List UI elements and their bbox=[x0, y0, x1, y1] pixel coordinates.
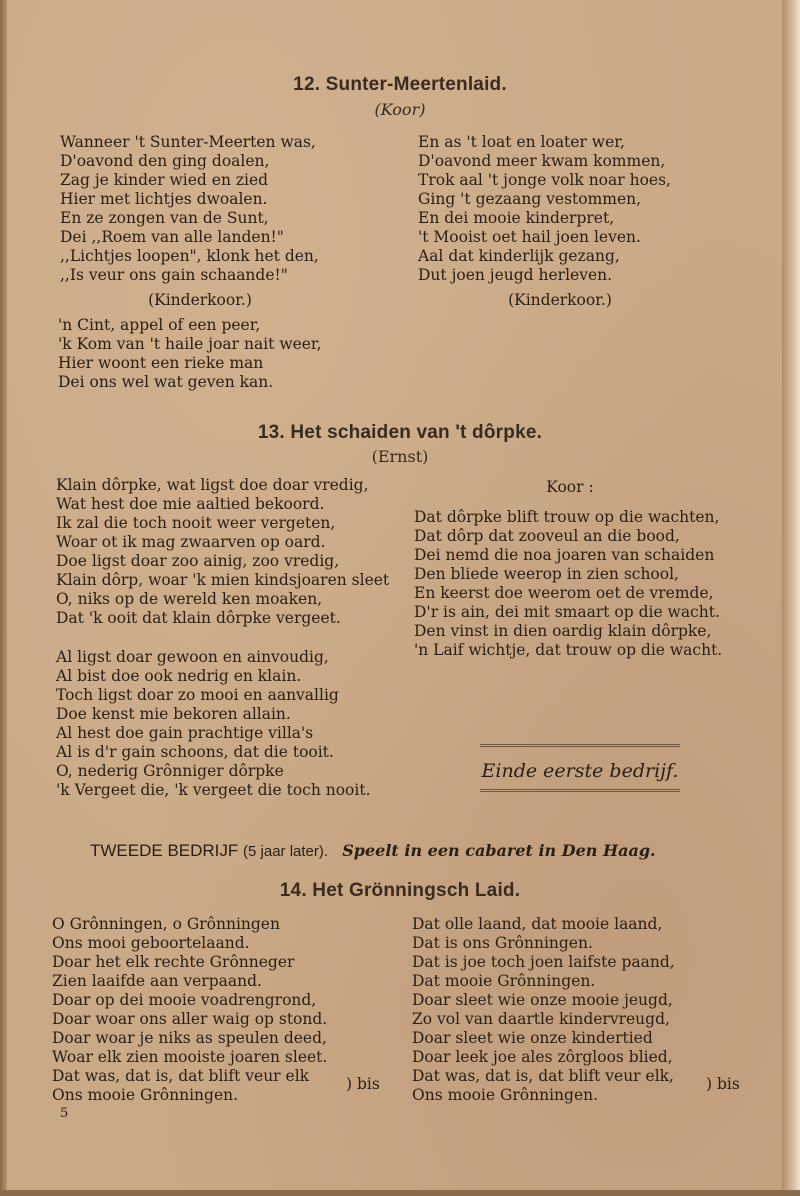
verse-line: ,,Lichtjes loopen", klonk het den, bbox=[60, 247, 319, 265]
song14-bis-right: ) bis bbox=[706, 1075, 740, 1093]
verse-line: Toch ligst doar zo mooi en aanvallig bbox=[56, 686, 339, 704]
verse-line: Dat is ons Grônningen. bbox=[412, 934, 593, 952]
verse-line: Dat mooie Grônningen. bbox=[412, 972, 596, 990]
verse-line: Doar sleet wie onze kindertied bbox=[412, 1029, 653, 1047]
verse-line: Zo vol van daartle kindervreugd, bbox=[412, 1010, 670, 1028]
verse-line: Dei ons wel wat geven kan. bbox=[58, 373, 274, 391]
verse-line: Hier met lichtjes dwoalen. bbox=[60, 190, 268, 208]
song13-title: 13. Het schaiden van 't dôrpke. bbox=[257, 422, 543, 443]
song12-kinderkoor-label-left: (Kinderkoor.) bbox=[148, 291, 252, 309]
verse-line: 't Mooist oet hail joen leven. bbox=[418, 228, 641, 246]
verse-line: Al is d'r gain schoons, dat die tooit. bbox=[56, 743, 334, 761]
verse-line: O, nederig Grônniger dôrpke bbox=[56, 762, 284, 780]
verse-line: En dei mooie kinderpret, bbox=[418, 209, 615, 227]
verse-line: 'k Kom van 't haile joar nait weer, bbox=[58, 335, 322, 353]
song14-left-verse bbox=[52, 915, 327, 1105]
song12-left-verse bbox=[60, 133, 319, 285]
verse-line: En ze zongen van de Sunt, bbox=[60, 209, 269, 227]
page-edge-right bbox=[782, 0, 800, 1196]
verse-line: Dat was, dat is, dat blift veur elk bbox=[52, 1067, 310, 1085]
verse-line: O, niks op de wereld ken moaken, bbox=[56, 590, 323, 608]
verse-line: En as 't loat en loater wer, bbox=[418, 133, 625, 151]
act2-years: (5 jaar later). bbox=[243, 843, 329, 860]
verse-line: Dat dôrpke blift trouw op die wachten, bbox=[414, 508, 720, 526]
verse-line: Den bliede weerop in zien school, bbox=[414, 565, 679, 583]
song12-kinderkoor-verse bbox=[58, 316, 322, 392]
verse-line: Woar ot ik mag zwaarven op oard. bbox=[56, 533, 326, 551]
verse-line: Aal dat kinderlijk gezang, bbox=[418, 247, 620, 265]
verse-line: Dat is joe toch joen laifste paand, bbox=[412, 953, 675, 971]
verse-line: D'oavond meer kwam kommen, bbox=[418, 152, 666, 170]
verse-line: Doar woar je niks as speulen deed, bbox=[52, 1029, 327, 1047]
verse-line: Dut joen jeugd herleven. bbox=[418, 266, 613, 284]
song13-subtitle: (Ernst) bbox=[371, 447, 429, 466]
verse-line: Ik zal die toch nooit weer vergeten, bbox=[56, 514, 336, 532]
verse-line: O Grônningen, o Grônningen bbox=[52, 915, 280, 933]
song12-title: 12. Sunter-Meertenlaid. bbox=[293, 74, 507, 95]
verse-line: Al hest doe gain prachtige villa's bbox=[56, 724, 314, 742]
verse-line: Doar woar ons aller waig op stond. bbox=[52, 1010, 328, 1028]
verse-line: Den vinst in dien oardig klain dôrpke, bbox=[414, 622, 712, 640]
song13-right-verse bbox=[414, 508, 722, 660]
verse-line: Zien laaifde aan verpaand. bbox=[52, 972, 262, 990]
verse-line: Hier woont een rieke man bbox=[58, 354, 264, 372]
end-act-rule-top bbox=[480, 744, 680, 747]
verse-line: Wanneer 't Sunter-Meerten was, bbox=[60, 133, 316, 151]
end-act-rule-bottom bbox=[480, 789, 680, 792]
verse-line: Dei nemd die noa joaren van schaiden bbox=[414, 546, 715, 564]
verse-line: Ons mooie Grônningen. bbox=[412, 1086, 599, 1104]
verse-line: Doar het elk rechte Grônneger bbox=[52, 953, 295, 971]
verse-line: Doe kenst mie bekoren allain. bbox=[56, 705, 291, 723]
verse-line: Klain dôrpke, wat ligst doe doar vredig, bbox=[56, 476, 369, 494]
verse-line: En keerst doe weerom oet de vremde, bbox=[414, 584, 714, 602]
verse-line: Al ligst doar gewoon en ainvoudig, bbox=[56, 648, 329, 666]
verse-line: Doar op dei mooie voadrengrond, bbox=[52, 991, 317, 1009]
act2-heading bbox=[90, 841, 656, 861]
page-number: 5 bbox=[60, 1106, 69, 1121]
verse-line: Dat olle laand, dat mooie laand, bbox=[412, 915, 663, 933]
verse-line: 'n Cint, appel of een peer, bbox=[58, 316, 261, 334]
song13-left-verse-1 bbox=[56, 476, 389, 628]
verse-line: Zag je kinder wied en zied bbox=[60, 171, 269, 189]
song12-kinderkoor-label-right: (Kinderkoor.) bbox=[508, 291, 612, 309]
song13-left-verse-2 bbox=[56, 648, 371, 800]
verse-line: Ons mooie Grônningen. bbox=[52, 1086, 239, 1104]
verse-line: Dat 'k ooit dat klain dôrpke vergeet. bbox=[56, 609, 341, 627]
verse-line: D'oavond den ging doalen, bbox=[60, 152, 270, 170]
verse-line: Trok aal 't jonge volk noar hoes, bbox=[418, 171, 671, 189]
song14-title: 14. Het Grönningsch Laid. bbox=[279, 880, 521, 901]
verse-line: Woar elk zien mooiste joaren sleet. bbox=[52, 1048, 328, 1066]
verse-line: Klain dôrp, woar 'k mien kindsjoaren sleet bbox=[56, 571, 390, 589]
act2-setting: Speelt in een cabaret in Den Haag. bbox=[342, 841, 656, 860]
verse-line: ,,Is veur ons gain schaande!" bbox=[60, 266, 288, 284]
verse-line: 'n Laif wichtje, dat trouw op die wacht. bbox=[414, 641, 723, 659]
song13-koor-label: Koor : bbox=[546, 478, 594, 496]
verse-line: D'r is ain, dei mit smaart op die wacht. bbox=[414, 603, 720, 621]
page-edge-left bbox=[0, 0, 7, 1196]
verse-line: Doar leek joe ales zôrgloos blied, bbox=[412, 1048, 673, 1066]
verse-line: 'k Vergeet die, 'k vergeet die toch nooit. bbox=[56, 781, 371, 799]
verse-line: Dat dôrp dat zooveul an die bood, bbox=[414, 527, 680, 545]
verse-line: Dat was, dat is, dat blift veur elk, bbox=[412, 1067, 674, 1085]
page-edge-bottom bbox=[0, 1190, 800, 1196]
song12-subtitle: (Koor) bbox=[374, 100, 426, 119]
verse-line: Wat hest doe mie aaltied bekoord. bbox=[56, 495, 325, 513]
song14-bis-left: ) bis bbox=[346, 1075, 380, 1093]
verse-line: Dei ,,Roem van alle landen!" bbox=[60, 228, 284, 246]
verse-line: Doe ligst doar zoo ainig, zoo vredig, bbox=[56, 552, 340, 570]
verse-line: Doar sleet wie onze mooie jeugd, bbox=[412, 991, 673, 1009]
end-act-text: Einde eerste bedrijf. bbox=[481, 760, 679, 782]
verse-line: Al bist doe ook nedrig en klain. bbox=[56, 667, 302, 685]
verse-line: Ons mooi geboortelaand. bbox=[52, 934, 250, 952]
song12-right-verse bbox=[418, 133, 671, 285]
act2-label: TWEEDE BEDRIJF bbox=[90, 841, 239, 860]
verse-line: Ging 't gezaang vestommen, bbox=[418, 190, 642, 208]
song14-right-verse bbox=[412, 915, 675, 1105]
